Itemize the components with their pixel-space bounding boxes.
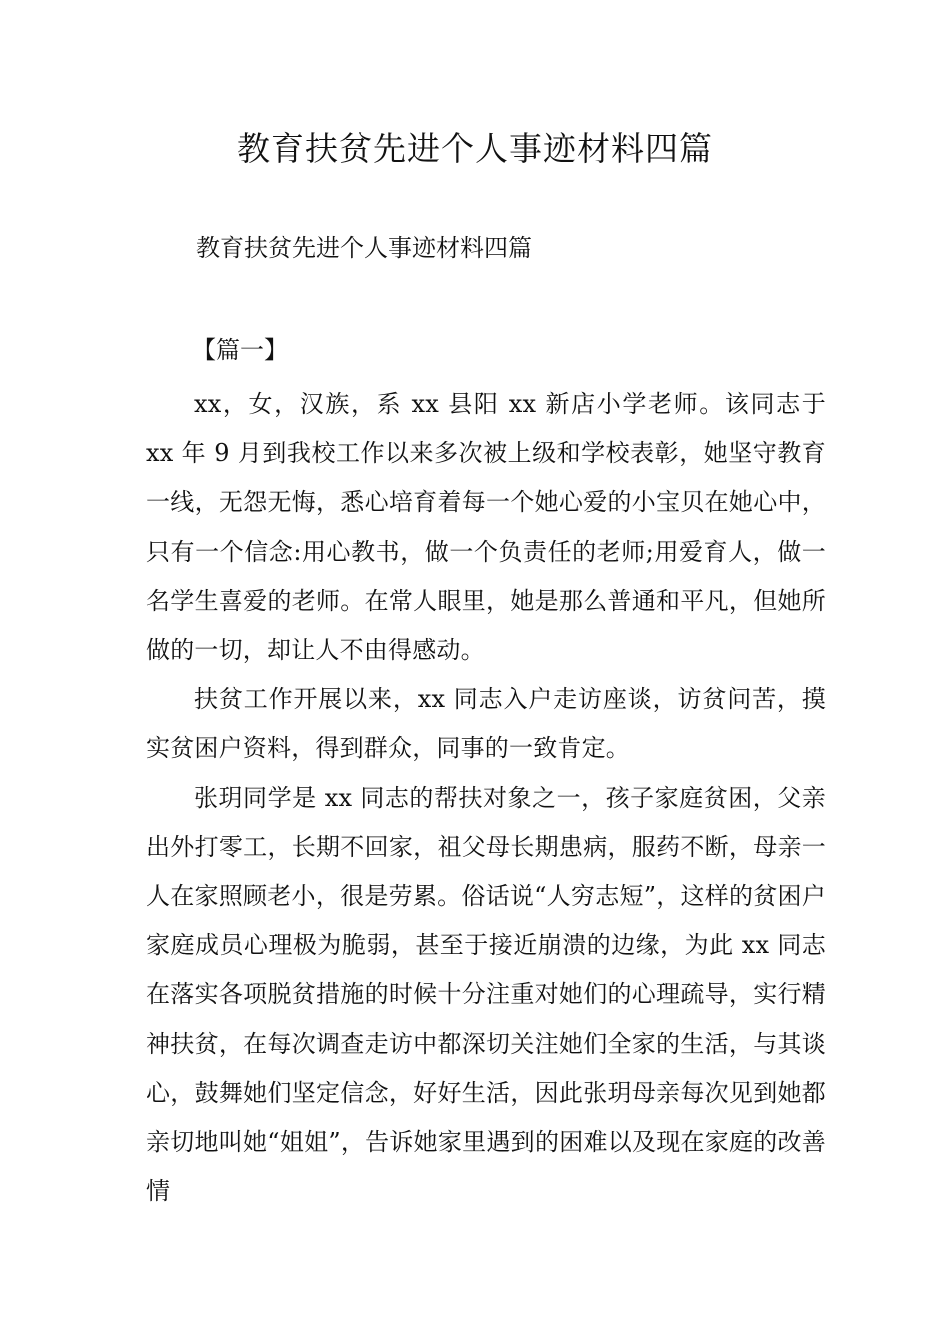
- paragraph: 张玥同学是 xx 同志的帮扶对象之一，孩子家庭贫困，父亲出外打零工，长期不回家，祖父母长期患病，服药不断，母亲一人在家照顾老小，很是劳累。俗话说“人穷志短”，这样的贫困户家庭成员心理极为脆弱，甚至于接近崩溃的边缘，为此 xx 同志在落实各项脱贫措施的时候十分注重对她们的心理疏导，实行精神扶贫，在每次调查走访中都深切关注她们全家的生活，与其谈心，鼓舞她们坚定信念，好好生活，因此张玥母亲每次见到她都亲切地叫她“姐姐”，告诉她家里遇到的困难以及现在家庭的改善情: [146, 783, 826, 1206]
- section-heading: 【篇一】: [192, 336, 288, 364]
- document-body: [146, 380, 826, 1216]
- paragraph: xx，女，汉族，系 xx 县阳 xx 新店小学老师。该同志于 xx 年 9 月到我校工作以来多次被上级和学校表彰，她坚守教育一线，无怨无悔，悉心培育着每一个她心爱的小宝贝在她心中，只有一个信念:用心教书，做一个负责任的老师;用爱育人，做一名学生喜爱的老师。在常人眼里，她是那么普通和平凡，但她所做的一切，却让人不由得感动。: [146, 390, 826, 665]
- paragraph: 扶贫工作开展以来，xx 同志入户走访座谈，访贫问苦，摸实贫困户资料，得到群众，同事的一致肯定。: [146, 685, 826, 763]
- document-subtitle: 教育扶贫先进个人事迹材料四篇: [196, 234, 532, 262]
- document-title: 教育扶贫先进个人事迹材料四篇: [237, 129, 713, 168]
